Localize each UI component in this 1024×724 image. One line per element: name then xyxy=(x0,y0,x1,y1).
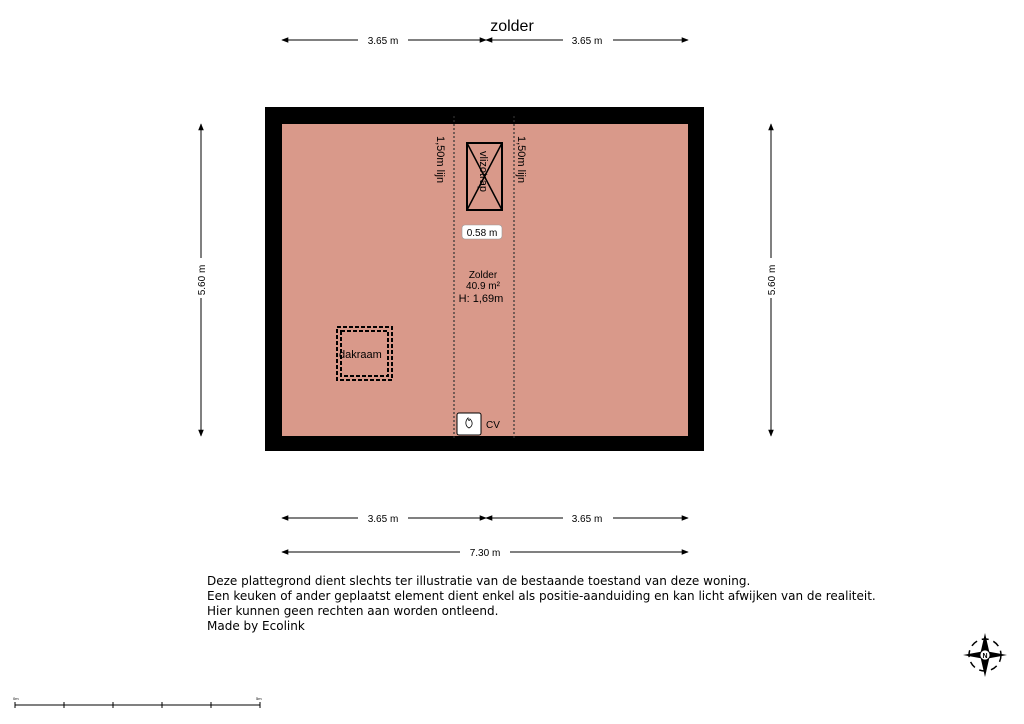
bottom-dimensions xyxy=(282,511,688,559)
disclaimer-line-1: Deze plattegrond dient slechts ter illustratie van de bestaande toestand van deze woning. xyxy=(207,574,751,588)
boiler-label: CV xyxy=(486,420,500,431)
line-label-right: 1,50m lijn xyxy=(515,136,527,184)
disclaimer-line-3: Hier kunnen geen rechten aan worden ontleend. xyxy=(207,604,499,618)
plan-title: zolder xyxy=(490,18,534,35)
dim-bottom-right: 3.65 m xyxy=(571,514,603,525)
disclaimer-line-4: Made by Ecolink xyxy=(207,619,305,633)
room-area: 40.9 m² xyxy=(466,281,500,292)
room-height: H: 1,69m xyxy=(458,293,504,305)
disclaimer-line-2: Een keuken of ander geplaatst element dient enkel als positie-aanduiding en kan licht afwijken van de realiteit. xyxy=(207,589,876,603)
skylight-label: dakraam xyxy=(339,349,382,361)
dim-right: 5.60 m xyxy=(767,264,778,296)
dim-top-left: 3.65 m xyxy=(367,36,399,47)
dim-left: 5.60 m xyxy=(197,264,208,296)
scale-bar xyxy=(13,696,262,708)
top-dimensions xyxy=(282,33,688,47)
dim-top-right: 3.65 m xyxy=(571,36,603,47)
disclaimer xyxy=(207,574,876,634)
line-label-left: 1,50m lijn xyxy=(434,136,446,184)
room-name: Zolder xyxy=(468,270,498,281)
compass-icon xyxy=(963,633,1007,677)
dim-bottom-total: 7.30 m xyxy=(469,548,501,559)
stair-label: vlizotrap xyxy=(477,151,489,192)
gap-width-label: 0.58 m xyxy=(466,228,498,239)
dim-bottom-left: 3.65 m xyxy=(367,514,399,525)
gap-width-badge xyxy=(462,225,502,239)
scale-start: 0m xyxy=(13,696,19,701)
scale-end: 5m xyxy=(256,696,262,701)
compass-north: N xyxy=(982,653,988,660)
